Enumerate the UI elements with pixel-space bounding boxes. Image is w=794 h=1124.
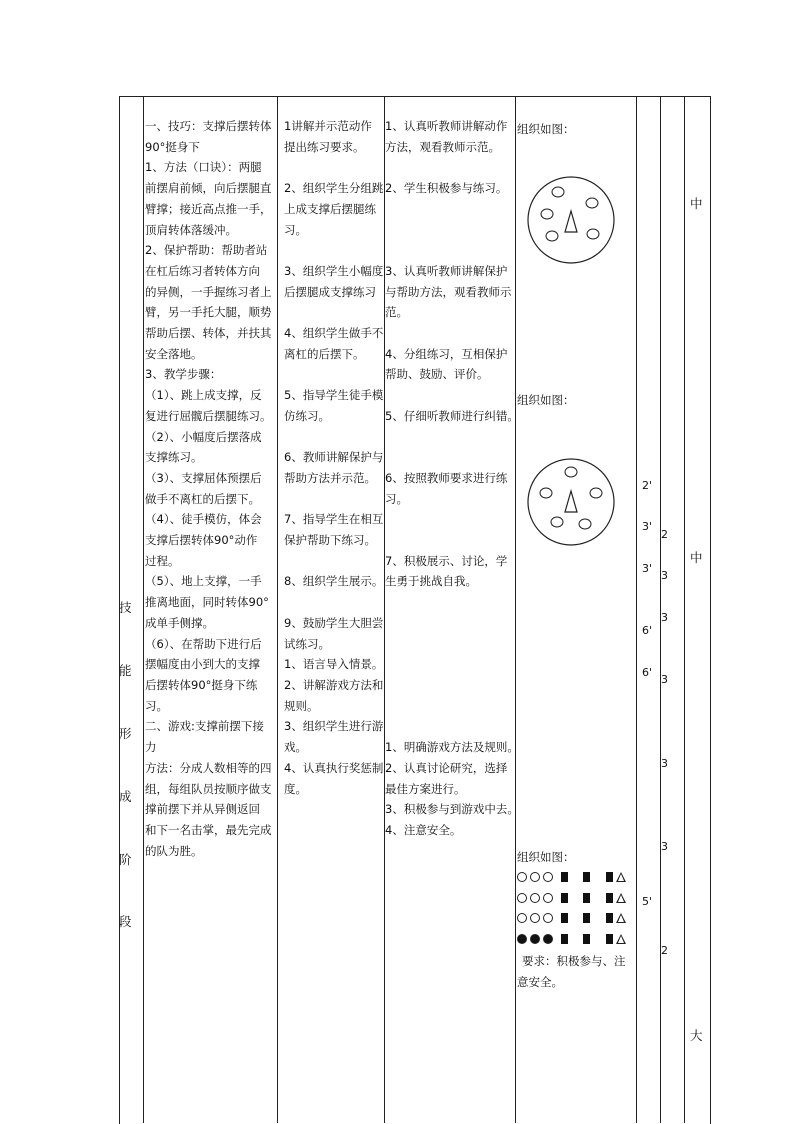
content-line: 1、方法（口诀）：两腿 <box>145 160 262 175</box>
bar-marker-icon <box>561 872 568 882</box>
teacher-line: 7、指导学生在相互 <box>284 512 384 527</box>
content-line: （1）、跳上成支撑，反 <box>145 388 262 403</box>
teacher-column <box>284 116 384 799</box>
student-filled-circle-icon <box>530 934 540 944</box>
teacher-line: 仿练习。 <box>284 408 330 423</box>
teacher-line: 保护帮助下练习。 <box>284 533 376 548</box>
content-line: 支撑后摆转体90°动作 <box>145 533 258 548</box>
content-line: 帮助后摆、转体，并扶其 <box>145 326 272 341</box>
teacher-line: 1讲解并示范动作 <box>284 119 372 133</box>
teacher-triangle-icon <box>616 872 626 882</box>
content-line: 过程。 <box>145 553 180 568</box>
teacher-line: 2、讲解游戏方法和 <box>284 677 384 692</box>
col-divider <box>660 96 661 1123</box>
teacher-line: 1、语言导入情景。 <box>284 657 384 672</box>
count-mark: 3 <box>661 673 668 686</box>
content-line: 后摆转体90°挺身下练 <box>145 677 258 692</box>
content-line: （4）、徒手模仿，体会 <box>145 512 262 527</box>
intensity-label: 中 <box>690 196 703 211</box>
col-divider <box>684 96 685 1123</box>
teacher-triangle-icon <box>616 893 626 903</box>
student-line: 1、明确游戏方法及规则。 <box>385 740 519 755</box>
student-circle-icon <box>543 913 553 923</box>
content-line: （5）、地上支撑，一手 <box>145 574 262 589</box>
student-circle-icon <box>530 872 540 882</box>
bar-marker-icon <box>606 893 613 903</box>
time-mark: 6' <box>642 624 653 637</box>
student-filled-circle-icon <box>543 934 553 944</box>
stage-char: 技 <box>119 600 132 615</box>
count-mark: 3 <box>661 757 668 770</box>
student-line: 帮助、鼓励、评价。 <box>385 367 489 382</box>
student-line <box>385 716 515 737</box>
teacher-line: 戏。 <box>284 740 307 755</box>
count-mark: 3 <box>661 569 668 582</box>
teacher-line: 离杠的后摆下。 <box>284 346 365 361</box>
requirement-text <box>517 951 626 992</box>
bar-marker-icon <box>583 934 590 944</box>
teacher-line: 4、组织学生做手不 <box>284 326 384 341</box>
student-line: 与帮助方法，观看教师示 <box>385 284 512 299</box>
content-line: 力 <box>145 740 157 755</box>
teacher-line: 2、组织学生分组跳 <box>284 181 384 196</box>
student-line: 范。 <box>385 305 408 320</box>
student-line <box>385 634 515 655</box>
count-mark: 3 <box>661 840 668 853</box>
time-mark: 5' <box>642 895 653 908</box>
content-line: 做手不离杠的后摆下。 <box>145 491 260 506</box>
student-circle-icon <box>530 893 540 903</box>
student-line: 2、学生积极参与练习。 <box>385 181 508 196</box>
student-circle-icon <box>517 872 527 882</box>
content-line: 摆幅度由小到大的支撑 <box>145 657 260 672</box>
content-line: 方法：分成人数相等的四 <box>145 760 272 775</box>
teacher-line: 3、组织学生进行游 <box>284 719 384 734</box>
formation-row <box>517 888 626 909</box>
bar-marker-icon <box>606 934 613 944</box>
formation-row <box>517 929 626 950</box>
student-line <box>385 447 515 468</box>
time-mark: 3' <box>642 520 653 533</box>
teacher-line <box>284 240 384 261</box>
teacher-line: 习。 <box>284 222 307 237</box>
content-line: 撑前摆下并从异侧返回 <box>145 802 260 817</box>
teacher-line <box>284 427 384 448</box>
stage-char: 成 <box>119 789 132 804</box>
formation-row <box>517 867 626 888</box>
teacher-line <box>284 592 384 613</box>
content-line: 臂撑；接近高点推一手， <box>145 201 272 216</box>
student-line: 方法，观看教师示范。 <box>385 139 500 154</box>
student-line: 最佳方案进行。 <box>385 781 466 796</box>
content-line: 的异侧，一手握练习者上 <box>145 284 272 299</box>
content-line: 支撑练习。 <box>145 450 203 465</box>
content-line: （2）、小幅度后摆落成 <box>145 429 262 444</box>
intensity-label: 大 <box>690 1028 703 1043</box>
content-line: 顶肩转体落缓冲。 <box>145 222 237 237</box>
teacher-line <box>284 551 384 572</box>
content-line: 在杠后练习者转体方向 <box>145 263 260 278</box>
relay-formation <box>517 867 626 949</box>
bar-marker-icon <box>606 913 613 923</box>
teacher-line: 6、教师讲解保护与 <box>284 450 384 465</box>
student-circle-icon <box>543 893 553 903</box>
student-filled-circle-icon <box>517 934 527 944</box>
intensity-label: 中 <box>690 550 703 565</box>
bar-marker-icon <box>583 913 590 923</box>
student-line: 2、认真讨论研究，选择 <box>385 760 508 775</box>
student-line: 习。 <box>385 491 408 506</box>
student-line: 3、积极参与到游戏中去。 <box>385 802 519 817</box>
student-line: 1、认真听教师讲解动作 <box>385 119 508 133</box>
teacher-line: 9、鼓励学生大胆尝 <box>284 615 384 630</box>
content-line: 前摆肩前倾，向后摆腿直 <box>145 181 272 196</box>
content-line: 3、教学步骤： <box>145 367 222 382</box>
requirement-line: 意安全。 <box>517 974 563 989</box>
time-mark: 2' <box>642 479 653 492</box>
bar-marker-icon <box>561 934 568 944</box>
circle-formation-diagram <box>526 175 616 265</box>
teacher-line: 后摆腿成支撑练习 <box>284 284 376 299</box>
teacher-triangle-icon <box>616 934 626 944</box>
content-column <box>145 116 276 861</box>
student-line <box>385 199 515 220</box>
bar-marker-icon <box>561 893 568 903</box>
bar-marker-icon <box>583 893 590 903</box>
student-line: 生勇于挑战自我。 <box>385 574 477 589</box>
teacher-line: 度。 <box>284 781 307 796</box>
teacher-line: 上成支撑后摆腿练 <box>284 201 376 216</box>
time-mark: 6' <box>642 666 653 679</box>
teacher-line: 规则。 <box>284 698 319 713</box>
student-circle-icon <box>517 913 527 923</box>
circle-formation-diagram <box>526 457 616 547</box>
teacher-line <box>284 157 384 178</box>
org-label: 组织如图： <box>517 850 575 864</box>
content-line: 和下一名击掌，最先完成 <box>145 822 272 837</box>
col-divider <box>515 96 516 1123</box>
col-divider <box>143 96 144 1123</box>
student-line <box>385 530 515 551</box>
content-line: 的队为胜。 <box>145 843 203 858</box>
teacher-line: 帮助方法并示范。 <box>284 470 376 485</box>
content-line: 组，每组队员按顺序做支 <box>145 781 272 796</box>
teacher-line <box>284 302 384 323</box>
bar-marker-icon <box>561 913 568 923</box>
student-line <box>385 613 515 634</box>
content-line: 安全落地。 <box>145 346 203 361</box>
student-line <box>385 696 515 717</box>
content-line: 习。 <box>145 698 168 713</box>
teacher-line: 8、组织学生展示。 <box>284 574 384 589</box>
stage-char: 形 <box>119 726 132 741</box>
org-label: 组织如图： <box>517 393 575 407</box>
content-line: （6）、在帮助下进行后 <box>145 636 262 651</box>
student-line <box>385 427 515 448</box>
student-line <box>385 220 515 241</box>
content-line: 成单手侧撑。 <box>145 615 214 630</box>
teacher-line: 3、组织学生小幅度 <box>284 263 384 278</box>
requirement-line: 要求：积极参与、注 <box>522 954 626 968</box>
student-circle-icon <box>517 893 527 903</box>
content-line: 推离地面，同时转体90° <box>145 595 269 610</box>
teacher-line: 试练习。 <box>284 636 330 651</box>
student-circle-icon <box>543 872 553 882</box>
count-mark: 2 <box>661 944 668 957</box>
content-line: 2、保护帮助：帮助者站 <box>145 243 268 258</box>
col-divider <box>277 96 278 1123</box>
bar-marker-icon <box>606 872 613 882</box>
count-mark: 2 <box>661 528 668 541</box>
student-line <box>385 157 515 178</box>
student-line: 6、按照教师要求进行练 <box>385 470 508 485</box>
content-line: 90°挺身下 <box>145 139 200 154</box>
teacher-line <box>284 364 384 385</box>
content-line: （3）、支撑屈体预摆后 <box>145 470 262 485</box>
student-circle-icon <box>530 913 540 923</box>
student-line: 7、积极展示、讨论，学 <box>385 553 508 568</box>
student-line <box>385 240 515 261</box>
student-line: 3、认真听教师讲解保护 <box>385 263 508 278</box>
bar-marker-icon <box>583 872 590 882</box>
content-line: 臂，另一手托大腿，顺势 <box>145 305 272 320</box>
teacher-line: 提出练习要求。 <box>284 139 365 154</box>
stage-char: 能 <box>119 663 132 678</box>
content-line: 一、技巧：支撑后摆转体 <box>145 119 272 133</box>
student-line <box>385 385 515 406</box>
student-line: 4、分组练习，互相保护 <box>385 346 508 361</box>
student-line <box>385 592 515 613</box>
teacher-triangle-icon <box>616 913 626 923</box>
student-column <box>385 116 519 841</box>
content-line: 复进行屈髋后摆腿练习。 <box>145 408 272 423</box>
student-line: 5、仔细听教师进行纠错。 <box>385 408 519 423</box>
count-mark: 3 <box>661 611 668 624</box>
student-line <box>385 509 515 530</box>
student-line <box>385 654 515 675</box>
content-line: 二、游戏:支撑前摆下接 <box>145 719 264 734</box>
teacher-line: 4、认真执行奖惩制 <box>284 760 384 775</box>
student-line: 4、注意安全。 <box>385 822 462 837</box>
org-label: 组织如图： <box>517 122 575 136</box>
formation-row <box>517 908 626 929</box>
student-line <box>385 323 515 344</box>
teacher-line <box>284 489 384 510</box>
col-divider <box>636 96 637 1123</box>
stage-char: 阶 <box>119 852 132 867</box>
teacher-line: 5、指导学生徒手模 <box>284 388 384 403</box>
time-mark: 3' <box>642 562 653 575</box>
stage-char: 段 <box>119 914 132 929</box>
student-line <box>385 675 515 696</box>
